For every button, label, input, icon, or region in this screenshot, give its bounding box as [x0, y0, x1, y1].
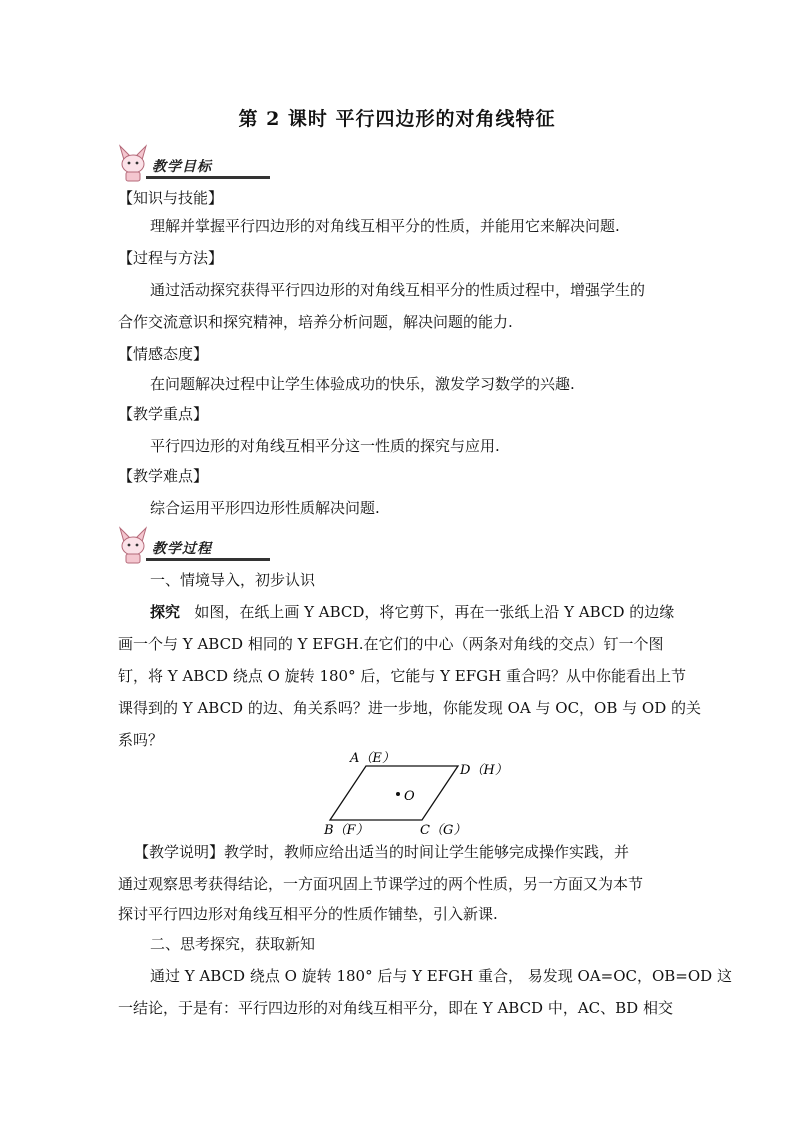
method-text-1: 通过活动探究获得平行四边形的对角线互相平分的性质过程中，增强学生的: [150, 281, 646, 299]
section-banner-process: [116, 524, 266, 564]
explore-line-4: 课得到的 Y ABCD 的边、角关系吗？进一步地，你能发现 OA 与 OC，OB 与 OD 的关: [118, 699, 702, 717]
step-2-heading: 二、思考探究，获取新知: [150, 935, 316, 953]
step-1-heading: 一、情境导入，初步认识: [150, 571, 316, 589]
key-point-heading: 【教学重点】: [118, 405, 209, 423]
banner-rule: [146, 176, 270, 179]
parallelogram-shape: [330, 766, 458, 820]
section-banner-goals: [116, 142, 266, 182]
explore-label: 探究: [150, 603, 181, 621]
explore-line-5: 系吗？: [118, 731, 164, 749]
vertex-label-d: D（H）: [460, 763, 508, 778]
explore-text: 如图，在纸上画 Y ABCD，将它剪下，再在一张纸上沿 Y ABCD 的边缘: [194, 603, 675, 621]
key-point-text: 平行四边形的对角线互相平分这一性质的探究与应用.: [150, 437, 500, 455]
banner-label: 教学目标: [152, 159, 212, 175]
explore-line-3: 钉，将 Y ABCD 绕点 O 旋转 180° 后，它能与 Y EFGH 重合吗？从中你能看出上节: [118, 667, 686, 685]
vertex-label-a: A（E）: [350, 751, 395, 766]
mascot-icon: [116, 524, 150, 564]
new-knowledge-line-1: 通过 Y ABCD 绕点 O 旋转 180° 后与 Y EFGH 重合， 易发现 OA=OC，OB=OD 这: [150, 967, 732, 985]
parallelogram-figure: [316, 748, 516, 838]
center-point: [396, 792, 400, 796]
vertex-label-c: C（G）: [420, 823, 467, 838]
explore-line-2: 画一个与 Y ABCD 相同的 Y EFGH.在它们的中心（两条对角线的交点）钉一个图: [118, 635, 664, 653]
banner-rule: [146, 558, 270, 561]
vertex-label-b: B（F）: [324, 823, 369, 838]
banner-label: 教学过程: [152, 541, 212, 557]
note-line-2: 通过观察思考获得结论，一方面巩固上节课学过的两个性质，另一方面又为本节: [118, 875, 644, 893]
page-title: 第 2 课时 平行四边形的对角线特征: [238, 108, 556, 130]
new-knowledge-line-2: 一结论，于是有：平行四边形的对角线互相平分，即在 Y ABCD 中，AC、BD 相交: [118, 999, 673, 1017]
emotion-heading: 【情感态度】: [118, 345, 209, 363]
method-text-2: 合作交流意识和探究精神，培养分析问题，解决问题的能力.: [118, 313, 513, 331]
difficulty-text: 综合运用平形四边形性质解决问题.: [150, 499, 380, 517]
knowledge-heading: 【知识与技能】: [118, 189, 224, 207]
knowledge-text: 理解并掌握平行四边形的对角线互相平分的性质，并能用它来解决问题.: [150, 217, 620, 235]
explore-line-1: [150, 602, 678, 622]
note-line-3: 探讨平行四边形对角线互相平分的性质作铺垫，引入新课.: [118, 905, 498, 923]
mascot-icon: [116, 142, 150, 182]
emotion-text: 在问题解决过程中让学生体验成功的快乐，激发学习数学的兴趣.: [150, 375, 575, 393]
method-heading: 【过程与方法】: [118, 249, 224, 267]
difficulty-heading: 【教学难点】: [118, 467, 209, 485]
center-label-o: O: [404, 789, 415, 804]
note-line-1: 【教学说明】教学时，教师应给出适当的时间让学生能够完成操作实践，并: [134, 843, 630, 861]
